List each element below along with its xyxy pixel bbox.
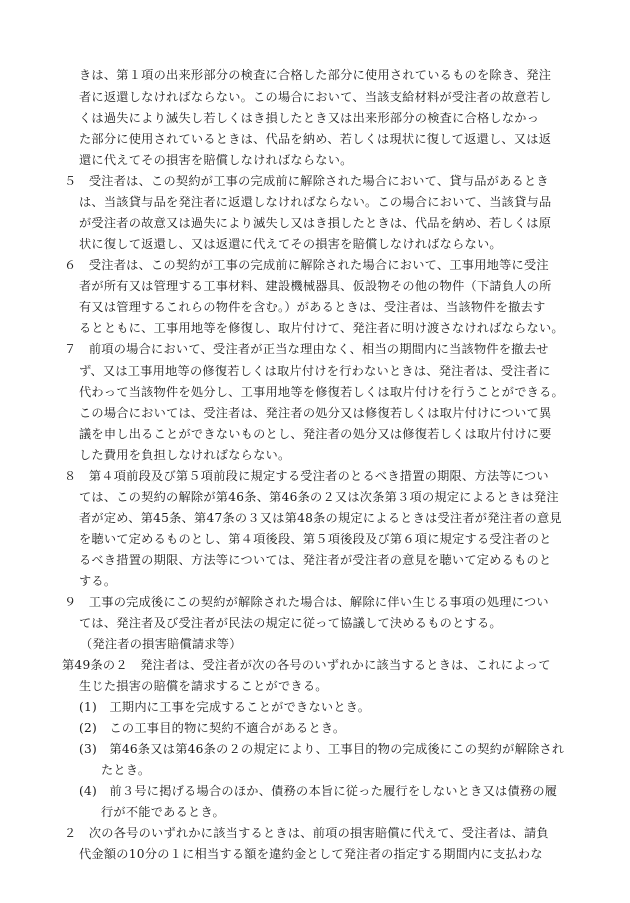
text-line: この場合においては、受注者は、発注者の処分又は修復若しくは取片付けについて異 xyxy=(79,406,552,420)
text-line: 状に復して返還し、又は返還に代えてその損害を賠償しなければならない。 xyxy=(79,237,502,251)
section-heading: （発注者の損害賠償請求等） xyxy=(80,637,242,651)
text-line: ては、発注者及び受注者が民法の規定に従って協議して決めるものとする。 xyxy=(79,616,502,630)
paragraph-6-first-line: ６ 受注者は、この契約が工事の完成前に解除された場合において、工事用地等に受注 xyxy=(64,258,549,272)
text-line: が受注者の故意又は過失により滅失し又はき損したときは、代品を納め、若しくは原 xyxy=(79,216,552,230)
text-line: くは過失により滅失し若しくはき損したとき又は出来形部分の検査に合格しなかっ xyxy=(79,111,540,125)
list-item-3-continuation: たとき。 xyxy=(101,763,151,777)
list-item-2: (2) この工事目的物に契約不適合があるとき。 xyxy=(79,721,346,735)
text-line: きは、第１項の出来形部分の検査に合格した部分に使用されているものを除き、発注 xyxy=(79,68,552,82)
text-line: した費用を負担しなければならない。 xyxy=(79,448,291,462)
text-line: 代金額の10分の１に相当する額を違約金として発注者の指定する期間内に支払わな xyxy=(79,847,543,861)
text-line: るとともに、工事用地等を修復し、取片付けて、発注者に明け渡さなければならない。 xyxy=(79,321,564,335)
list-item-3: (3) 第46条又は第46条の２の規定により、工事目的物の完成後にこの契約が解除され xyxy=(79,742,565,756)
article-49-2-first-line: 第49条の２ 発注者は、受注者が次の各号のいずれかに該当するときは、これによって xyxy=(62,658,551,672)
list-item-4-continuation: 行が不能であるとき。 xyxy=(101,805,225,819)
text-line: 還に代えてその損害を賠償しなければならない。 xyxy=(79,153,353,167)
text-line: るべき措置の期限、方法等については、発注者が受注者の意見を聴いて定めるものと xyxy=(79,553,552,567)
text-line: た部分に使用されているときは、代品を納め、若しくは現状に復して返還し、又は返 xyxy=(79,132,552,146)
text-line: 代わって当該物件を処分し、工事用地等を修復若しくは取片付けを行うことができる。 xyxy=(79,385,564,399)
paragraph-8-first-line: ８ 第４項前段及び第５項前段に規定する受注者のとるべき措置の期限、方法等につい xyxy=(64,469,549,483)
paragraph-5-first-line: ５ 受注者は、この契約が工事の完成前に解除された場合において、貸与品があるとき xyxy=(64,174,549,188)
text-line: 者に返還しなければならない。この場合において、当該支給材料が受注者の故意若し xyxy=(79,90,552,104)
text-line: ては、この契約の解除が第46条、第46条の２又は次条第３項の規定によるときは発注 xyxy=(79,490,559,504)
paragraph-2-first-line: ２ 次の各号のいずれかに該当するときは、前項の損害賠償に代えて、受注者は、請負 xyxy=(64,826,549,840)
text-line: 有又は管理するこれらの物件を含む。）があるときは、受注者は、当該物件を撤去す xyxy=(79,300,546,314)
text-line: は、当該貸与品を発注者に返還しなければならない。この場合において、当該貸与品 xyxy=(79,195,552,209)
text-line: を聴いて定めるものとし、第４項後段、第５項後段及び第６項に規定する受注者のと xyxy=(79,532,552,546)
text-line: 生じた損害の賠償を請求することができる。 xyxy=(79,679,328,693)
text-line: 者が定め、第45条、第47条の３又は第48条の規定によるときは受注者が発注者の意見 xyxy=(79,511,562,525)
paragraph-7-first-line: ７ 前項の場合において、受注者が正当な理由なく、相当の期間内に当該物件を撤去せ xyxy=(64,342,549,356)
text-line: 議を申し出ることができないものとし、発注者の処分又は修復若しくは取片付けに要 xyxy=(79,427,552,441)
list-item-4: (4) 前３号に掲げる場合のほか、債務の本旨に従った履行をしないとき又は債務の履 xyxy=(79,784,558,798)
text-line: する。 xyxy=(79,574,117,588)
paragraph-9-first-line: ９ 工事の完成後にこの契約が解除された場合は、解除に伴い生じる事項の処理につい xyxy=(64,595,549,609)
list-item-1: (1) 工期内に工事を完成することができないとき。 xyxy=(79,700,371,714)
text-line: 者が所有又は管理する工事材料、建設機械器具、仮設物その他の物件（下請負人の所 xyxy=(79,279,552,293)
text-line: ず、又は工事用地等の修復若しくは取片付けを行わないときは、発注者は、受注者に xyxy=(79,364,551,378)
